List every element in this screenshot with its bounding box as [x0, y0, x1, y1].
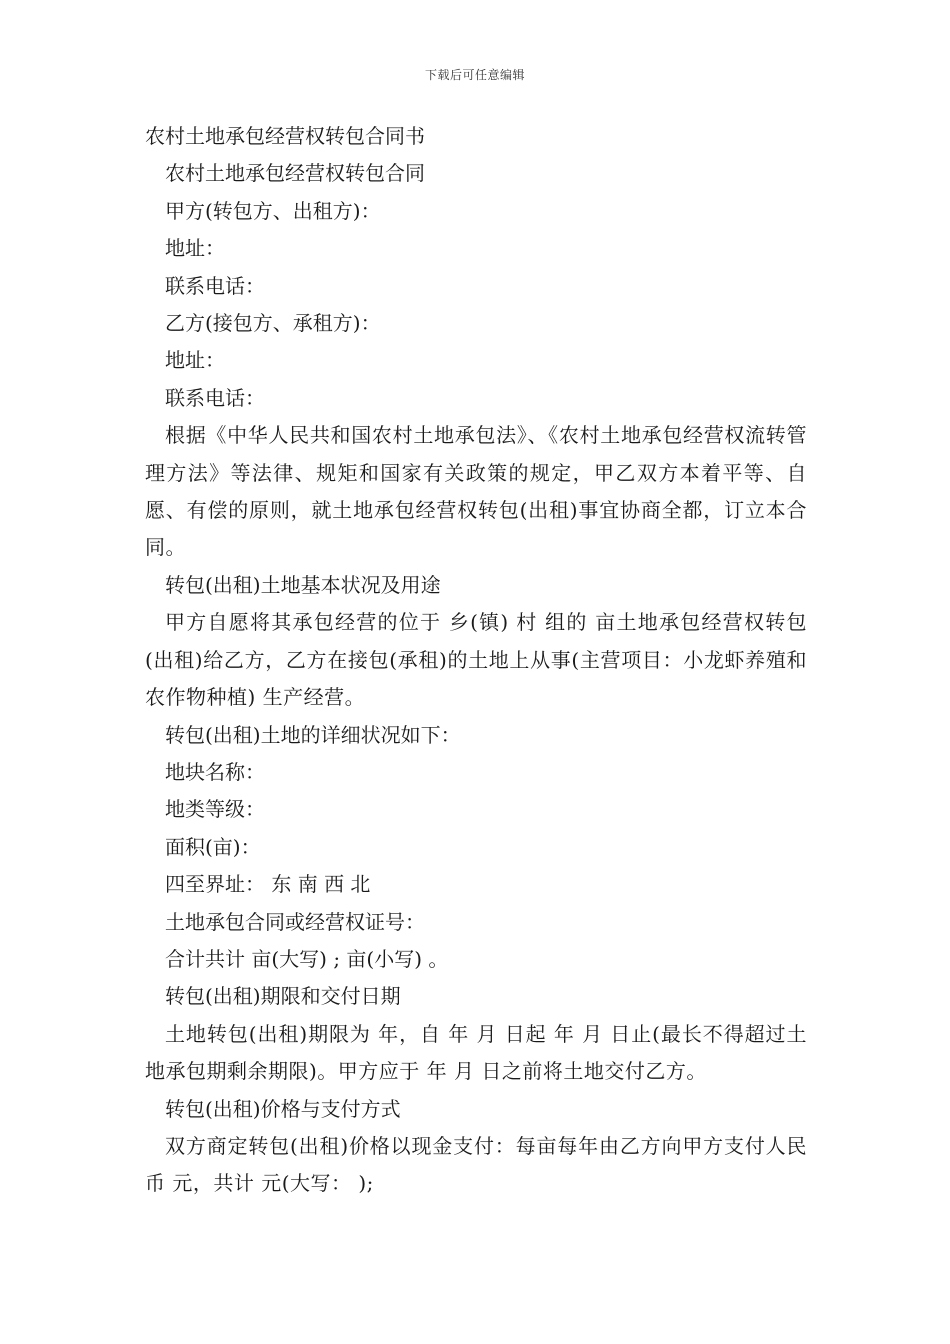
party-b-phone: 联系电话： [165, 385, 265, 410]
section2-paragraph: 土地转包(出租)期限为 年，自 年 月 日起 年 月 日止(最长不得超过土地承包期剩余期限)。甲方应于 年 月 日之前将土地交付乙方。 [145, 1021, 807, 1084]
party-a-address: 地址： [165, 236, 225, 261]
document-title: 农村土地承包经营权转包合同书 [145, 124, 425, 148]
contract-subtitle: 农村土地承包经营权转包合同 [165, 161, 425, 186]
area-field: 面积(亩)： [165, 834, 261, 859]
party-a-phone: 联系电话： [165, 273, 265, 298]
land-grade-field: 地类等级： [165, 797, 265, 822]
land-details-intro: 转包(出租)土地的详细状况如下： [165, 722, 461, 747]
section1-heading: 转包(出租)土地基本状况及用途 [165, 572, 441, 597]
header-note: 下载后可任意编辑 [424, 68, 525, 82]
certificate-number-field: 土地承包合同或经营权证号： [165, 909, 425, 934]
party-b-address: 地址： [165, 348, 225, 373]
section3-paragraph: 双方商定转包(出租)价格以现金支付：每亩每年由乙方向甲方支付人民币 元，共计 元(大写： ); [145, 1133, 807, 1196]
section3-heading: 转包(出租)价格与支付方式 [165, 1096, 401, 1121]
party-b-label: 乙方(接包方、承租方)： [165, 311, 381, 336]
party-a-label: 甲方(转包方、出租方)： [165, 198, 381, 223]
boundaries-field: 四至界址： 东 南 西 北 [165, 872, 371, 897]
section1-paragraph: 甲方自愿将其承包经营的位于 乡(镇) 村 组的 亩土地承包经营权转包(出租)给乙方，乙方在接包(承租)的土地上从事(主营项目：小龙虾养殖和农作物种植) 生产经营。 [145, 610, 807, 710]
preamble-paragraph: 根据《中华人民共和国农村土地承包法》、《农村土地承包经营权流转管理方法》等法律、规矩和国家有关政策的规定，甲乙双方本着平等、自愿、有偿的原则，就土地承包经营权转包(出租)事宜协商全都，订立本合同。 [145, 423, 807, 560]
total-area-field: 合计共计 亩(大写) ; 亩(小写) 。 [165, 946, 449, 971]
section2-heading: 转包(出租)期限和交付日期 [165, 984, 401, 1009]
document-body [145, 118, 807, 1203]
plot-name-field: 地块名称： [165, 759, 265, 784]
